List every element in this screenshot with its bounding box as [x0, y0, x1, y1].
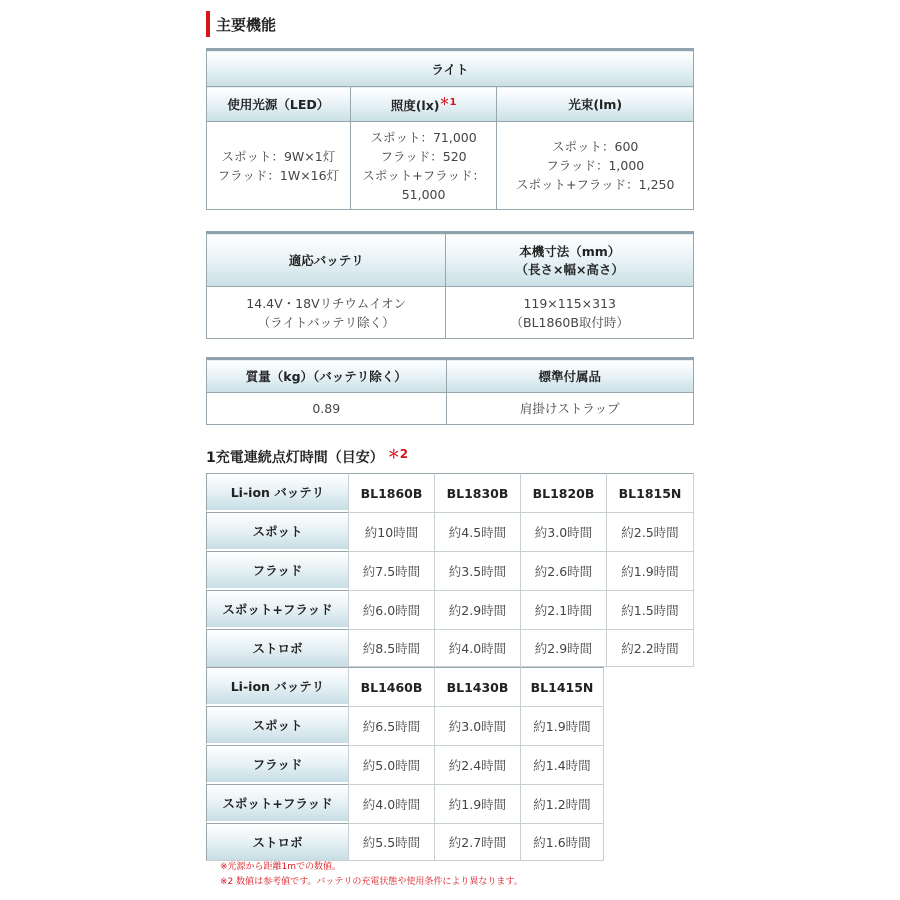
battery-corner-header: Li-ion バッテリ	[206, 473, 348, 512]
illuminance-header: 照度(lx)$^{*1}$	[350, 87, 497, 122]
light-source-header: 使用光源（LED）	[207, 87, 351, 122]
weight-header: 質量（kg）（バッテリ除く）	[207, 359, 447, 393]
mode-label: スポット	[206, 512, 348, 551]
runtime-cell: 約8.5時間	[348, 629, 434, 667]
runtime-cell: 約1.5時間	[606, 590, 694, 629]
battery-col-header: BL1460B	[348, 667, 434, 706]
runtime-cell: 約5.5時間	[348, 823, 434, 861]
runtime-cell: 約6.5時間	[348, 706, 434, 745]
runtime-cell: 約4.5時間	[434, 512, 520, 551]
runtime-cell: 約2.9時間	[434, 590, 520, 629]
mode-label: スポット+フラッド	[206, 784, 348, 823]
table-row	[206, 745, 604, 784]
accessory-value: 肩掛けストラップ	[446, 393, 693, 425]
battery-col-header: BL1815N	[606, 473, 694, 512]
weight-value: 0.89	[207, 393, 447, 425]
runtime-title	[206, 446, 408, 468]
accessory-header: 標準付属品	[446, 359, 693, 393]
battery-col-header: BL1860B	[348, 473, 434, 512]
table-row	[206, 706, 604, 745]
mode-label: フラッド	[206, 551, 348, 590]
footnote-1: ※光源から距離1mでの数値。	[220, 862, 342, 872]
battery-spec-table	[206, 231, 694, 339]
runtime-cell: 約2.9時間	[520, 629, 606, 667]
battery-col-header: BL1415N	[520, 667, 604, 706]
runtime-cell: 約1.9時間	[606, 551, 694, 590]
battery-corner-header: Li-ion バッテリ	[206, 667, 348, 706]
table-row	[206, 629, 694, 667]
table-row	[206, 551, 694, 590]
runtime-cell: 約3.0時間	[520, 512, 606, 551]
runtime-cell: 約3.5時間	[434, 551, 520, 590]
mode-label: スポット+フラッド	[206, 590, 348, 629]
runtime-cell: 約1.6時間	[520, 823, 604, 861]
title-accent-bar	[206, 11, 210, 37]
mode-label: ストロボ	[206, 629, 348, 667]
mode-label: フラッド	[206, 745, 348, 784]
runtime-cell: 約5.0時間	[348, 745, 434, 784]
runtime-cell: 約1.4時間	[520, 745, 604, 784]
runtime-cell: 約1.2時間	[520, 784, 604, 823]
light-spec-table	[206, 48, 694, 210]
table-row	[206, 512, 694, 551]
battery-header: 適応バッテリ	[207, 233, 446, 287]
battery-col-header: BL1820B	[520, 473, 606, 512]
mode-label: ストロボ	[206, 823, 348, 861]
battery-value: 14.4V・18Vリチウムイオン （ライトバッテリ除く）	[207, 287, 446, 339]
dimensions-header: 本機寸法（mm） （長さ×幅×高さ）	[446, 233, 694, 287]
luminous-flux-header: 光束(lm)	[497, 87, 694, 122]
runtime-14v-table	[206, 667, 604, 861]
weight-spec-table	[206, 357, 694, 425]
note-mark-1: ＊1	[439, 97, 457, 109]
table-row	[206, 823, 604, 861]
runtime-cell: 約4.0時間	[434, 629, 520, 667]
runtime-cell: 約2.4時間	[434, 745, 520, 784]
runtime-cell: 約2.6時間	[520, 551, 606, 590]
footnotes	[220, 860, 523, 890]
runtime-cell: 約2.2時間	[606, 629, 694, 667]
runtime-cell: 約10時間	[348, 512, 434, 551]
light-source-value: スポット：9W×1灯 フラッド：1W×16灯	[207, 122, 351, 210]
illuminance-value: スポット：71,000 フラッド：520 スポット+フラッド： 51,000	[350, 122, 497, 210]
dimensions-value: 119×115×313 （BL1860B取付時）	[446, 287, 694, 339]
battery-col-header: BL1830B	[434, 473, 520, 512]
runtime-title-text: 1充電連続点灯時間（目安）	[206, 450, 384, 466]
runtime-cell: 約2.7時間	[434, 823, 520, 861]
section-title-text: 主要機能	[216, 15, 277, 34]
mode-label: スポット	[206, 706, 348, 745]
runtime-cell: 約2.1時間	[520, 590, 606, 629]
table-row	[206, 590, 694, 629]
note-mark-2: ＊2	[387, 446, 409, 461]
runtime-cell: 約2.5時間	[606, 512, 694, 551]
table-row	[206, 784, 604, 823]
section-title	[206, 10, 276, 38]
luminous-flux-value: スポット：600 フラッド：1,000 スポット+フラッド：1,250	[497, 122, 694, 210]
runtime-cell: 約4.0時間	[348, 784, 434, 823]
light-table-title: ライト	[207, 50, 694, 87]
battery-col-header: BL1430B	[434, 667, 520, 706]
runtime-cell: 約7.5時間	[348, 551, 434, 590]
runtime-18v-table	[206, 473, 694, 667]
runtime-cell: 約3.0時間	[434, 706, 520, 745]
runtime-cell: 約1.9時間	[434, 784, 520, 823]
runtime-cell: 約6.0時間	[348, 590, 434, 629]
footnote-2: ※2 数値は参考値です。バッテリの充電状態や使用条件により異なります。	[220, 877, 523, 887]
runtime-cell: 約1.9時間	[520, 706, 604, 745]
